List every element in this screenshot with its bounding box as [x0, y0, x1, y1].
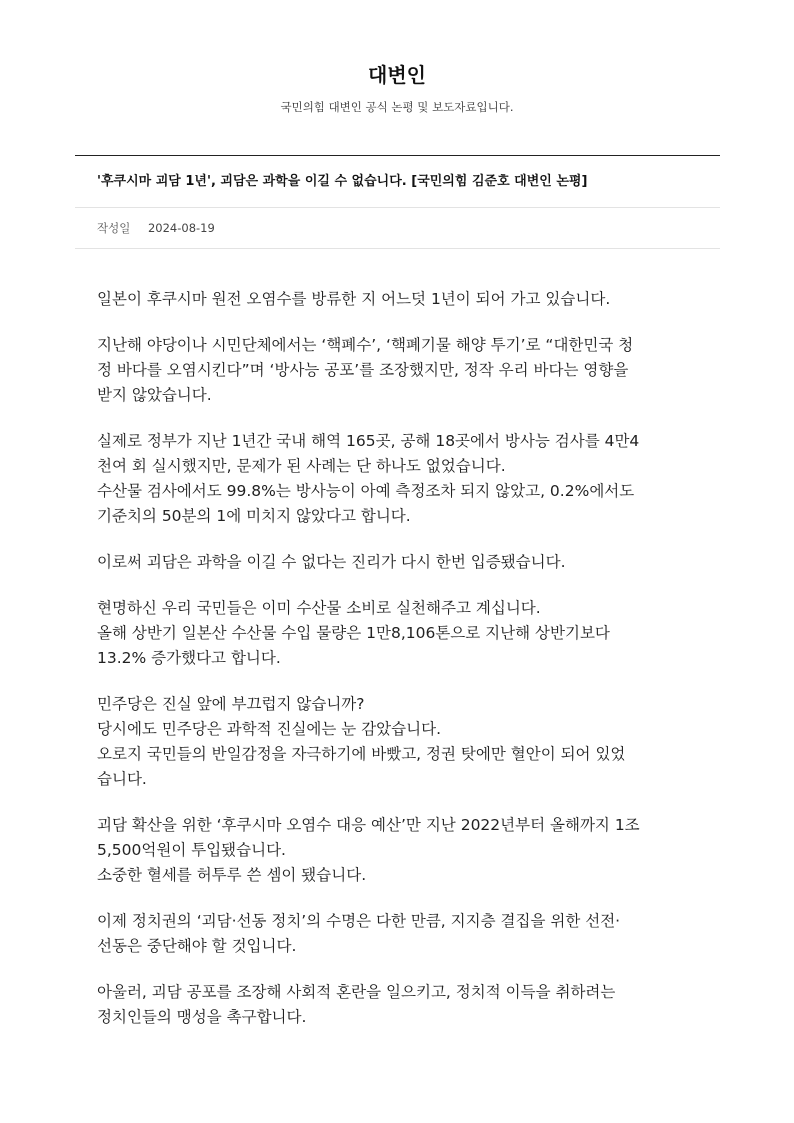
post-title: '후쿠시마 괴담 1년', 괴담은 과학을 이길 수 없습니다. [국민의힘 김준호 대변인 논평] — [75, 156, 720, 208]
body-line: 아울러, 괴담 공포를 조장해 사회적 혼란을 일으키고, 정치적 이득을 취하려는 — [97, 983, 616, 1001]
body-line: 선동은 중단해야 할 것입니다. — [97, 937, 297, 955]
date-label: 작성일 — [97, 221, 131, 235]
site-title[interactable]: 대변인 — [368, 63, 426, 87]
body-line: 이로써 괴담은 과학을 이길 수 없다는 진리가 다시 한번 입증됐습니다. — [97, 553, 566, 571]
body-paragraph — [97, 429, 702, 529]
post-meta — [75, 208, 720, 249]
body-line: 정 바다를 오염시킨다”며 ‘방사능 공포’를 조장했지만, 정작 우리 바다는 영향을 — [97, 361, 629, 379]
body-line: 습니다. — [97, 770, 147, 788]
body-line: 기준치의 50분의 1에 미치지 않았다고 합니다. — [97, 507, 411, 525]
site-subtitle: 국민의힘 대변인 공식 논평 및 보도자료입니다. — [280, 100, 514, 114]
body-line: 받지 않았습니다. — [97, 386, 212, 404]
body-line: 올해 상반기 일본산 수산물 수입 물량은 1만8,106톤으로 지난해 상반기보다 — [97, 624, 610, 642]
body-line: 천여 회 실시했지만, 문제가 된 사례는 단 하나도 없었습니다. — [97, 457, 506, 475]
body-line: 이제 정치권의 ‘괴담·선동 정치’의 수명은 다한 만큼, 지지층 결집을 위한 선전· — [97, 912, 621, 930]
body-line: 일본이 후쿠시마 원전 오염수를 방류한 지 어느덧 1년이 되어 가고 있습니다. — [97, 290, 611, 308]
body-paragraph — [97, 813, 702, 888]
body-line: 민주당은 진실 앞에 부끄럽지 않습니까? — [97, 695, 365, 713]
body-line: 현명하신 우리 국민들은 이미 수산물 소비로 실천해주고 계십니다. — [97, 599, 541, 617]
body-line: 당시에도 민주당은 과학적 진실에는 눈 감았습니다. — [97, 720, 441, 738]
body-line: 정치인들의 맹성을 촉구합니다. — [97, 1008, 307, 1026]
body-line: 오로지 국민들의 반일감정을 자극하기에 바빴고, 정권 탓에만 혈안이 되어 있었 — [97, 745, 626, 763]
body-line: 소중한 혈세를 허투루 쓴 셈이 됐습니다. — [97, 866, 367, 884]
body-paragraph — [97, 596, 702, 671]
body-line: 실제로 정부가 지난 1년간 국내 해역 165곳, 공해 18곳에서 방사능 검사를 4만4 — [97, 432, 640, 450]
body-paragraph — [97, 909, 702, 959]
body-line: 13.2% 증가했다고 합니다. — [97, 649, 281, 667]
body-line: 5,500억원이 투입됐습니다. — [97, 841, 286, 859]
body-paragraph — [97, 550, 702, 575]
article-body — [97, 287, 702, 1051]
body-paragraph — [97, 692, 702, 792]
article-header — [75, 155, 720, 249]
body-line: 지난해 야당이나 시민단체에서는 ‘핵폐수’, ‘핵폐기물 해양 투기’로 “대한민국 청 — [97, 336, 634, 354]
post-date: 2024-08-19 — [147, 221, 215, 235]
body-line: 수산물 검사에서도 99.8%는 방사능이 아예 측정조차 되지 않았고, 0.2%에서도 — [97, 482, 635, 500]
body-line: 괴담 확산을 위한 ‘후쿠시마 오염수 대응 예산’만 지난 2022년부터 올해까지 1조 — [97, 816, 640, 834]
body-paragraph — [97, 980, 702, 1030]
body-paragraph — [97, 333, 702, 408]
body-paragraph — [97, 287, 702, 312]
